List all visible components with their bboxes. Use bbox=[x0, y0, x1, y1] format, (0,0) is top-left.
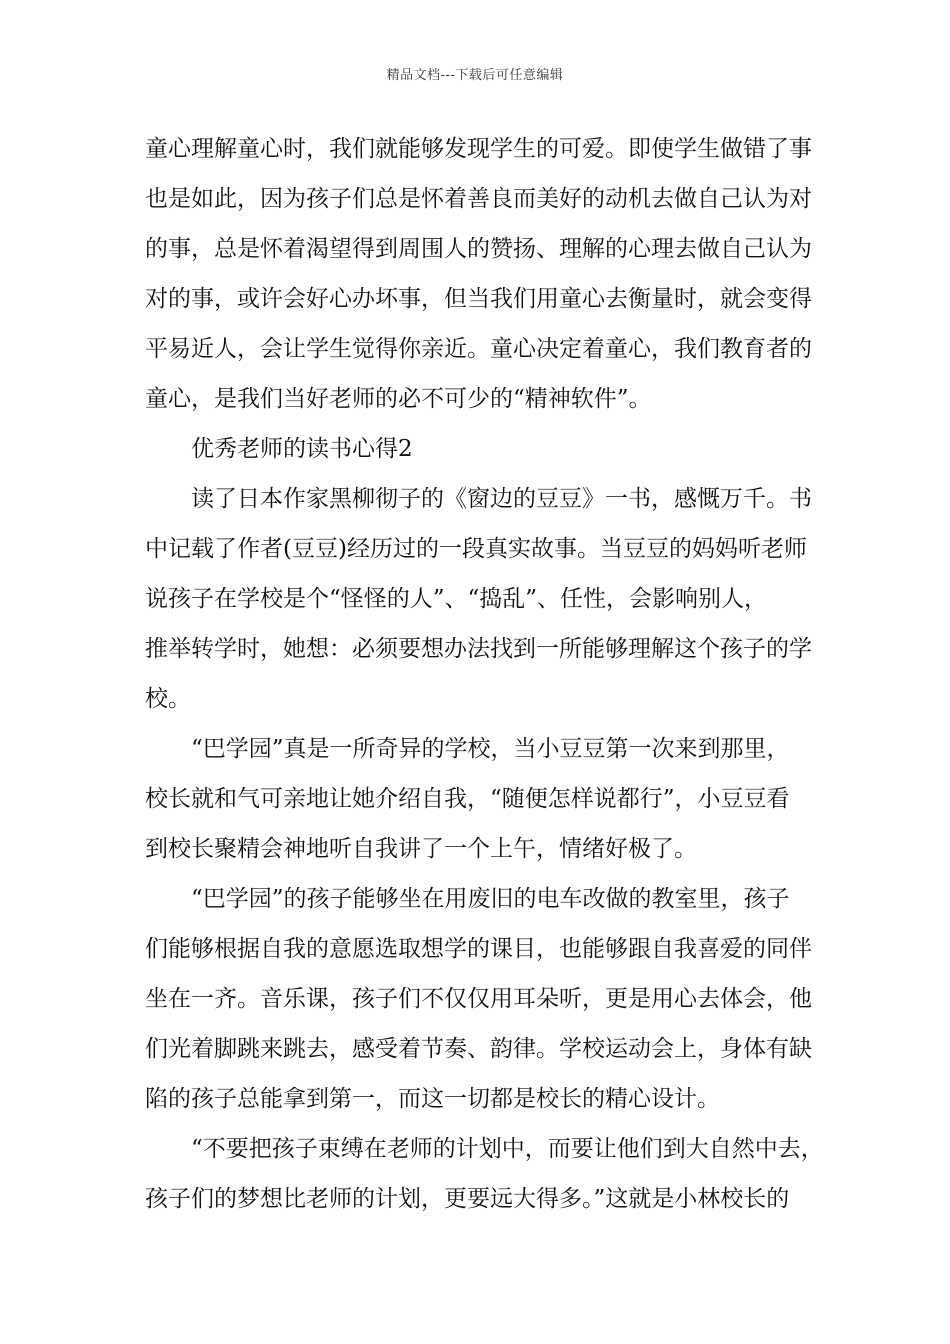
text-line: 校长就和气可亲地让她介绍自我，“随便怎样说都行”，小豆豆看 bbox=[145, 786, 790, 812]
text-line: 们光着脚跳来跳去，感受着节奏、韵律。学校运动会上，身体有缺 bbox=[145, 1036, 812, 1062]
text-line: 说孩子在学校是个“怪怪的人”、“捣乱”、任性，会影响别人， bbox=[145, 586, 768, 612]
text-line: “巴学园”的孩子能够坐在用废旧的电车改做的教室里，孩子 bbox=[191, 886, 790, 912]
text-line: 对的事，或许会好心办坏事，但当我们用童心去衡量时，就会变得 bbox=[145, 286, 812, 312]
text-line: 童心，是我们当好老师的必不可少的“精神软件”。 bbox=[145, 386, 652, 412]
text-line: 推举转学时，她想：必须要想办法找到一所能够理解这个孩子的学 bbox=[145, 636, 812, 662]
section-heading: 优秀老师的读书心得2 bbox=[191, 436, 413, 462]
text-line: 平易近人，会让学生觉得你亲近。童心决定着童心，我们教育者的 bbox=[145, 336, 812, 362]
text-line: 童心理解童心时，我们就能够发现学生的可爱。即使学生做错了事 bbox=[145, 136, 812, 162]
text-line: 中记载了作者(豆豆)经历过的一段真实故事。当豆豆的妈妈听老师 bbox=[145, 536, 807, 562]
page-header: 精品文档---下载后可任意编辑 bbox=[386, 68, 564, 83]
text-line: 校。 bbox=[145, 686, 191, 712]
text-line: “巴学园”真是一所奇异的学校，当小豆豆第一次来到那里， bbox=[191, 736, 790, 762]
text-line: 也是如此，因为孩子们总是怀着善良而美好的动机去做自己认为对 bbox=[145, 186, 812, 212]
document-body bbox=[145, 124, 825, 1224]
text-line: 到校长聚精会神地听自我讲了一个上午，情绪好极了。 bbox=[145, 836, 697, 862]
text-line: 的事，总是怀着渴望得到周围人的赞扬、理解的心理去做自己认为 bbox=[145, 236, 812, 262]
text-line: 读了日本作家黑柳彻子的《窗边的豆豆》一书，感慨万千。书 bbox=[191, 486, 812, 512]
text-line: 孩子们的梦想比老师的计划，更要远大得多。”这就是小林校长的 bbox=[145, 1186, 790, 1212]
text-line: 陷的孩子总能拿到第一，而这一切都是校长的精心设计。 bbox=[145, 1086, 720, 1112]
text-line: “不要把孩子束缚在老师的计划中，而要让他们到大自然中去， bbox=[191, 1136, 824, 1162]
text-line: 们能够根据自我的意愿选取想学的课目，也能够跟自我喜爱的同伴 bbox=[145, 936, 812, 962]
text-line: 坐在一齐。音乐课，孩子们不仅仅用耳朵听，更是用心去体会，他 bbox=[145, 986, 812, 1012]
